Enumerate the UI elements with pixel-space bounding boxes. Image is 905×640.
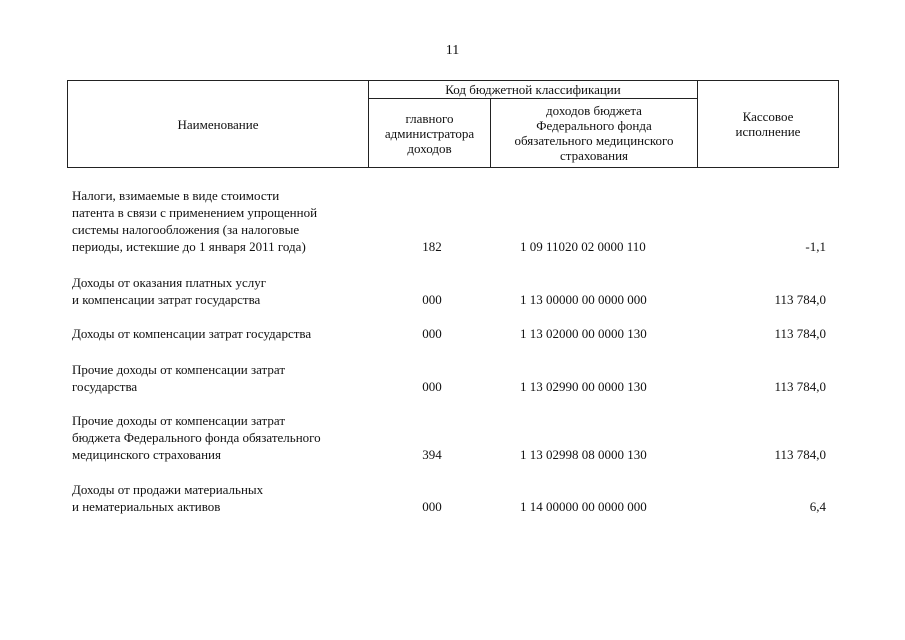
row-admin-code: 000 xyxy=(422,499,442,514)
row-name xyxy=(72,187,372,255)
table-row xyxy=(72,480,832,515)
row-execution: 113 784,0 xyxy=(774,326,826,341)
row-execution: -1,1 xyxy=(805,239,826,254)
row-name-line: Доходы от продажи материальных xyxy=(72,482,264,497)
row-name-line: и компенсации затрат государства xyxy=(72,292,261,307)
table-row xyxy=(72,273,832,308)
header-fund-line: Федерального фонда xyxy=(536,118,652,133)
header-code-group-label: Код бюджетной классификации xyxy=(445,82,621,97)
page-number: 11 xyxy=(445,43,460,58)
row-classification-code: 1 13 02000 00 0000 130 xyxy=(520,326,647,341)
row-classification-code: 1 13 00000 00 0000 000 xyxy=(520,292,647,307)
header-admin xyxy=(369,99,491,167)
table-row xyxy=(72,360,832,395)
header-admin-line: доходов xyxy=(407,140,452,156)
row-name-line: Налоги, взимаемые в виде стоимости xyxy=(72,188,280,203)
row-name xyxy=(72,361,372,395)
header-name xyxy=(68,81,369,167)
row-classification-code: 1 09 11020 02 0000 110 xyxy=(520,239,646,254)
header-admin-line: главного xyxy=(405,110,454,126)
table-header xyxy=(67,80,839,168)
row-execution: 113 784,0 xyxy=(774,447,826,462)
row-classification-code: 1 14 00000 00 0000 000 xyxy=(520,499,647,514)
header-admin-line: администратора xyxy=(384,125,475,141)
row-name-line: системы налогообложения (за налоговые xyxy=(72,222,300,237)
row-admin-code: 000 xyxy=(422,379,442,394)
row-admin-code: 000 xyxy=(422,292,442,307)
header-code-group xyxy=(369,81,698,99)
row-name-line: медицинского страхования xyxy=(72,447,221,462)
row-name-line: Доходы от компенсации затрат государства xyxy=(72,326,312,341)
row-admin-code: 394 xyxy=(422,447,442,462)
header-execution xyxy=(698,81,838,167)
header-name-label: Наименование xyxy=(177,116,259,132)
row-name-line: Прочие доходы от компенсации затрат xyxy=(72,413,286,428)
row-name-line: бюджета Федерального фонда обязательного xyxy=(72,430,321,445)
row-name-line: государства xyxy=(72,379,138,394)
row-name xyxy=(72,274,372,308)
row-execution: 113 784,0 xyxy=(774,292,826,307)
row-name-line: и нематериальных активов xyxy=(72,499,221,514)
row-classification-code: 1 13 02990 00 0000 130 xyxy=(520,379,647,394)
table-row xyxy=(72,411,832,463)
header-fund xyxy=(491,99,698,167)
row-classification-code: 1 13 02998 08 0000 130 xyxy=(520,447,647,462)
row-name xyxy=(72,481,372,515)
header-fund-line: страхования xyxy=(559,148,628,163)
row-execution: 113 784,0 xyxy=(774,379,826,394)
row-name-line: Доходы от оказания платных услуг xyxy=(72,275,267,290)
row-admin-code: 182 xyxy=(422,239,442,254)
header-execution-line: исполнение xyxy=(735,124,801,139)
row-name-line: периоды, истекшие до 1 января 2011 года) xyxy=(72,239,306,254)
header-execution-line: Кассовое xyxy=(742,109,794,124)
table-row xyxy=(72,324,832,342)
header-fund-line: обязательного медицинского xyxy=(514,133,674,148)
table-row xyxy=(72,186,832,255)
header-fund-line: доходов бюджета xyxy=(546,103,642,118)
row-execution: 6,4 xyxy=(809,499,826,514)
row-name xyxy=(72,325,372,342)
row-name xyxy=(72,412,372,463)
row-name-line: патента в связи с применением упрощенной xyxy=(72,205,318,220)
row-admin-code: 000 xyxy=(422,326,442,341)
row-name-line: Прочие доходы от компенсации затрат xyxy=(72,362,286,377)
